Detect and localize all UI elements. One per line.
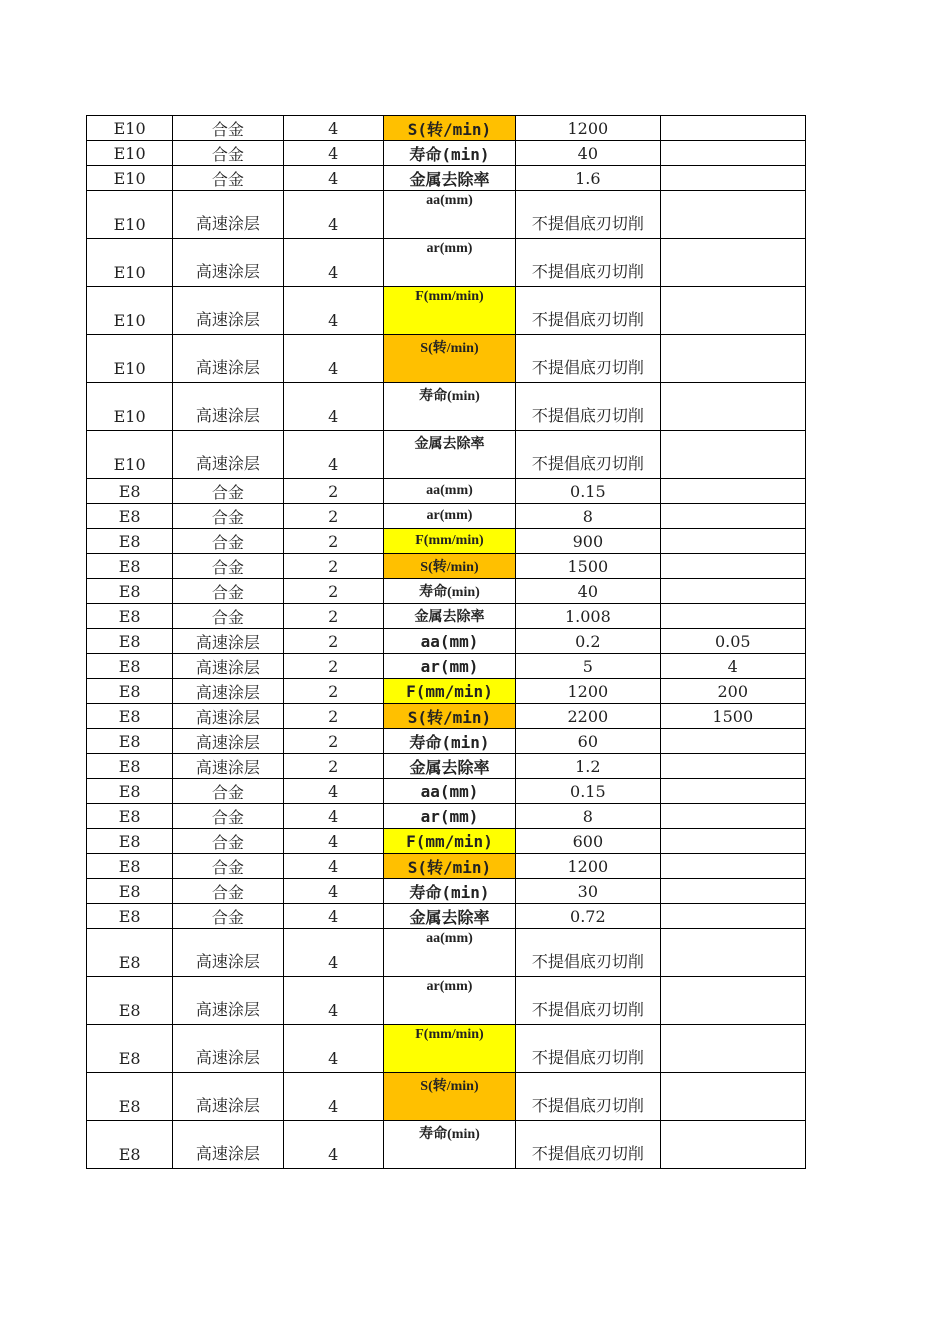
material-cell: 合金: [173, 604, 283, 629]
parameter-cell: F(mm/min): [383, 829, 515, 854]
extra-value-cell: 0.05: [660, 629, 805, 654]
value-cell: 不提倡底刃切削: [516, 977, 660, 1025]
value-cell: 60: [516, 729, 660, 754]
value-cell: 1500: [516, 554, 660, 579]
tool-cell: E8: [87, 629, 173, 654]
extra-value-cell: [660, 829, 805, 854]
table-row: [87, 554, 806, 579]
tool-cell: E8: [87, 679, 173, 704]
table-row: [87, 383, 806, 431]
flutes-cell: 4: [283, 335, 383, 383]
table-row: [87, 879, 806, 904]
material-cell: 高速涂层: [173, 729, 283, 754]
extra-value-cell: [660, 479, 805, 504]
material-cell: 高速涂层: [173, 1121, 283, 1169]
value-cell: 不提倡底刃切削: [516, 431, 660, 479]
parameter-cell: 金属去除率: [383, 431, 515, 479]
extra-value-cell: 1500: [660, 704, 805, 729]
extra-value-cell: [660, 804, 805, 829]
parameter-cell: aa(mm): [383, 779, 515, 804]
value-cell: 不提倡底刃切削: [516, 1121, 660, 1169]
value-cell: 不提倡底刃切削: [516, 191, 660, 239]
value-cell: 不提倡底刃切削: [516, 383, 660, 431]
flutes-cell: 4: [283, 431, 383, 479]
material-cell: 合金: [173, 804, 283, 829]
material-cell: 高速涂层: [173, 679, 283, 704]
tool-cell: E8: [87, 729, 173, 754]
table-row: [87, 1121, 806, 1169]
material-cell: 合金: [173, 479, 283, 504]
value-cell: 8: [516, 804, 660, 829]
material-cell: 高速涂层: [173, 239, 283, 287]
value-cell: 不提倡底刃切削: [516, 929, 660, 977]
flutes-cell: 2: [283, 579, 383, 604]
material-cell: 高速涂层: [173, 1073, 283, 1121]
material-cell: 高速涂层: [173, 704, 283, 729]
extra-value-cell: [660, 504, 805, 529]
flutes-cell: 2: [283, 529, 383, 554]
parameter-cell: 金属去除率: [383, 754, 515, 779]
value-cell: 40: [516, 141, 660, 166]
extra-value-cell: [660, 579, 805, 604]
parameter-cell: 寿命(min): [383, 383, 515, 431]
parameter-cell: ar(mm): [383, 654, 515, 679]
value-cell: 8: [516, 504, 660, 529]
extra-value-cell: [660, 904, 805, 929]
flutes-cell: 4: [283, 383, 383, 431]
value-cell: 1.008: [516, 604, 660, 629]
material-cell: 高速涂层: [173, 383, 283, 431]
parameter-cell: S(转/min): [383, 854, 515, 879]
cutting-parameter-table: [86, 115, 806, 1169]
parameter-cell: 寿命(min): [383, 1121, 515, 1169]
material-cell: 合金: [173, 779, 283, 804]
tool-cell: E8: [87, 504, 173, 529]
extra-value-cell: [660, 1025, 805, 1073]
table-row: [87, 191, 806, 239]
flutes-cell: 4: [283, 166, 383, 191]
parameter-cell: F(mm/min): [383, 1025, 515, 1073]
flutes-cell: 4: [283, 879, 383, 904]
material-cell: 高速涂层: [173, 191, 283, 239]
parameter-cell: aa(mm): [383, 191, 515, 239]
value-cell: 1.6: [516, 166, 660, 191]
flutes-cell: 4: [283, 1025, 383, 1073]
tool-cell: E8: [87, 904, 173, 929]
extra-value-cell: [660, 854, 805, 879]
flutes-cell: 2: [283, 479, 383, 504]
flutes-cell: 4: [283, 141, 383, 166]
extra-value-cell: [660, 335, 805, 383]
material-cell: 合金: [173, 829, 283, 854]
material-cell: 合金: [173, 854, 283, 879]
table-row: [87, 654, 806, 679]
extra-value-cell: [660, 729, 805, 754]
flutes-cell: 4: [283, 779, 383, 804]
material-cell: 高速涂层: [173, 335, 283, 383]
extra-value-cell: [660, 239, 805, 287]
tool-cell: E8: [87, 977, 173, 1025]
parameter-cell: F(mm/min): [383, 529, 515, 554]
tool-cell: E10: [87, 239, 173, 287]
value-cell: 不提倡底刃切削: [516, 287, 660, 335]
material-cell: 合金: [173, 529, 283, 554]
parameter-cell: ar(mm): [383, 239, 515, 287]
table-row: [87, 479, 806, 504]
table-row: [87, 754, 806, 779]
value-cell: 0.15: [516, 779, 660, 804]
parameter-cell: aa(mm): [383, 629, 515, 654]
parameter-cell: 寿命(min): [383, 879, 515, 904]
tool-cell: E10: [87, 431, 173, 479]
material-cell: 合金: [173, 579, 283, 604]
tool-cell: E8: [87, 1025, 173, 1073]
value-cell: 1.2: [516, 754, 660, 779]
extra-value-cell: [660, 604, 805, 629]
extra-value-cell: [660, 166, 805, 191]
value-cell: 2200: [516, 704, 660, 729]
tool-cell: E8: [87, 879, 173, 904]
tool-cell: E10: [87, 287, 173, 335]
table-row: [87, 729, 806, 754]
value-cell: 不提倡底刃切削: [516, 239, 660, 287]
value-cell: 1200: [516, 854, 660, 879]
tool-cell: E8: [87, 779, 173, 804]
parameter-cell: 寿命(min): [383, 579, 515, 604]
flutes-cell: 4: [283, 977, 383, 1025]
tool-cell: E10: [87, 141, 173, 166]
parameter-cell: ar(mm): [383, 977, 515, 1025]
table-row: [87, 431, 806, 479]
material-cell: 合金: [173, 141, 283, 166]
material-cell: 高速涂层: [173, 754, 283, 779]
parameter-cell: S(转/min): [383, 554, 515, 579]
extra-value-cell: [660, 191, 805, 239]
flutes-cell: 2: [283, 554, 383, 579]
table-row: [87, 335, 806, 383]
flutes-cell: 4: [283, 1121, 383, 1169]
flutes-cell: 4: [283, 904, 383, 929]
tool-cell: E8: [87, 1121, 173, 1169]
parameter-cell: S(转/min): [383, 116, 515, 141]
tool-cell: E8: [87, 754, 173, 779]
extra-value-cell: [660, 977, 805, 1025]
parameter-cell: S(转/min): [383, 335, 515, 383]
table-row: [87, 829, 806, 854]
extra-value-cell: [660, 779, 805, 804]
material-cell: 高速涂层: [173, 977, 283, 1025]
material-cell: 合金: [173, 504, 283, 529]
flutes-cell: 4: [283, 804, 383, 829]
flutes-cell: 4: [283, 929, 383, 977]
material-cell: 合金: [173, 879, 283, 904]
extra-value-cell: [660, 141, 805, 166]
flutes-cell: 4: [283, 1073, 383, 1121]
table-row: [87, 904, 806, 929]
table-row: [87, 141, 806, 166]
value-cell: 40: [516, 579, 660, 604]
tool-cell: E8: [87, 654, 173, 679]
tool-cell: E8: [87, 804, 173, 829]
value-cell: 5: [516, 654, 660, 679]
table-row: [87, 504, 806, 529]
table-row: [87, 679, 806, 704]
value-cell: 1200: [516, 679, 660, 704]
extra-value-cell: [660, 1073, 805, 1121]
material-cell: 高速涂层: [173, 1025, 283, 1073]
material-cell: 高速涂层: [173, 431, 283, 479]
tool-cell: E10: [87, 335, 173, 383]
tool-cell: E10: [87, 383, 173, 431]
extra-value-cell: [660, 529, 805, 554]
parameter-cell: S(转/min): [383, 1073, 515, 1121]
value-cell: 不提倡底刃切削: [516, 335, 660, 383]
parameter-cell: 寿命(min): [383, 141, 515, 166]
material-cell: 高速涂层: [173, 929, 283, 977]
table-row: [87, 287, 806, 335]
value-cell: 30: [516, 879, 660, 904]
value-cell: 0.2: [516, 629, 660, 654]
material-cell: 合金: [173, 116, 283, 141]
table-row: [87, 977, 806, 1025]
extra-value-cell: [660, 287, 805, 335]
parameter-cell: 寿命(min): [383, 729, 515, 754]
flutes-cell: 2: [283, 604, 383, 629]
parameter-cell: ar(mm): [383, 504, 515, 529]
material-cell: 合金: [173, 166, 283, 191]
material-cell: 高速涂层: [173, 287, 283, 335]
table-row: [87, 629, 806, 654]
tool-cell: E8: [87, 554, 173, 579]
extra-value-cell: [660, 383, 805, 431]
parameter-cell: 金属去除率: [383, 166, 515, 191]
value-cell: 0.72: [516, 904, 660, 929]
table-row: [87, 854, 806, 879]
parameter-cell: S(转/min): [383, 704, 515, 729]
material-cell: 高速涂层: [173, 629, 283, 654]
table-row: [87, 604, 806, 629]
table-row: [87, 116, 806, 141]
flutes-cell: 2: [283, 679, 383, 704]
table-row: [87, 704, 806, 729]
table-row: [87, 579, 806, 604]
value-cell: 900: [516, 529, 660, 554]
material-cell: 合金: [173, 904, 283, 929]
flutes-cell: 4: [283, 116, 383, 141]
tool-cell: E8: [87, 529, 173, 554]
table-row: [87, 166, 806, 191]
tool-cell: E8: [87, 1073, 173, 1121]
value-cell: 不提倡底刃切削: [516, 1025, 660, 1073]
flutes-cell: 2: [283, 704, 383, 729]
flutes-cell: 4: [283, 239, 383, 287]
value-cell: 600: [516, 829, 660, 854]
extra-value-cell: [660, 1121, 805, 1169]
tool-cell: E8: [87, 604, 173, 629]
extra-value-cell: 200: [660, 679, 805, 704]
parameter-cell: 金属去除率: [383, 904, 515, 929]
parameter-cell: aa(mm): [383, 479, 515, 504]
extra-value-cell: 4: [660, 654, 805, 679]
extra-value-cell: [660, 754, 805, 779]
flutes-cell: 2: [283, 754, 383, 779]
material-cell: 合金: [173, 554, 283, 579]
parameter-cell: 金属去除率: [383, 604, 515, 629]
flutes-cell: 4: [283, 287, 383, 335]
material-cell: 高速涂层: [173, 654, 283, 679]
tool-cell: E8: [87, 854, 173, 879]
extra-value-cell: [660, 431, 805, 479]
extra-value-cell: [660, 554, 805, 579]
table-row: [87, 1025, 806, 1073]
parameter-cell: aa(mm): [383, 929, 515, 977]
parameter-cell: F(mm/min): [383, 287, 515, 335]
parameter-cell: ar(mm): [383, 804, 515, 829]
extra-value-cell: [660, 879, 805, 904]
value-cell: 0.15: [516, 479, 660, 504]
table-body: [87, 116, 806, 1169]
flutes-cell: 2: [283, 504, 383, 529]
parameter-cell: F(mm/min): [383, 679, 515, 704]
table-row: [87, 779, 806, 804]
flutes-cell: 4: [283, 191, 383, 239]
tool-cell: E8: [87, 829, 173, 854]
table-row: [87, 804, 806, 829]
value-cell: 1200: [516, 116, 660, 141]
tool-cell: E8: [87, 929, 173, 977]
tool-cell: E10: [87, 116, 173, 141]
extra-value-cell: [660, 929, 805, 977]
extra-value-cell: [660, 116, 805, 141]
tool-cell: E8: [87, 479, 173, 504]
table-row: [87, 1073, 806, 1121]
value-cell: 不提倡底刃切削: [516, 1073, 660, 1121]
flutes-cell: 2: [283, 629, 383, 654]
flutes-cell: 2: [283, 729, 383, 754]
table-row: [87, 929, 806, 977]
flutes-cell: 4: [283, 854, 383, 879]
tool-cell: E8: [87, 704, 173, 729]
tool-cell: E8: [87, 579, 173, 604]
tool-cell: E10: [87, 166, 173, 191]
table-row: [87, 529, 806, 554]
tool-cell: E10: [87, 191, 173, 239]
table-row: [87, 239, 806, 287]
flutes-cell: 4: [283, 829, 383, 854]
flutes-cell: 2: [283, 654, 383, 679]
